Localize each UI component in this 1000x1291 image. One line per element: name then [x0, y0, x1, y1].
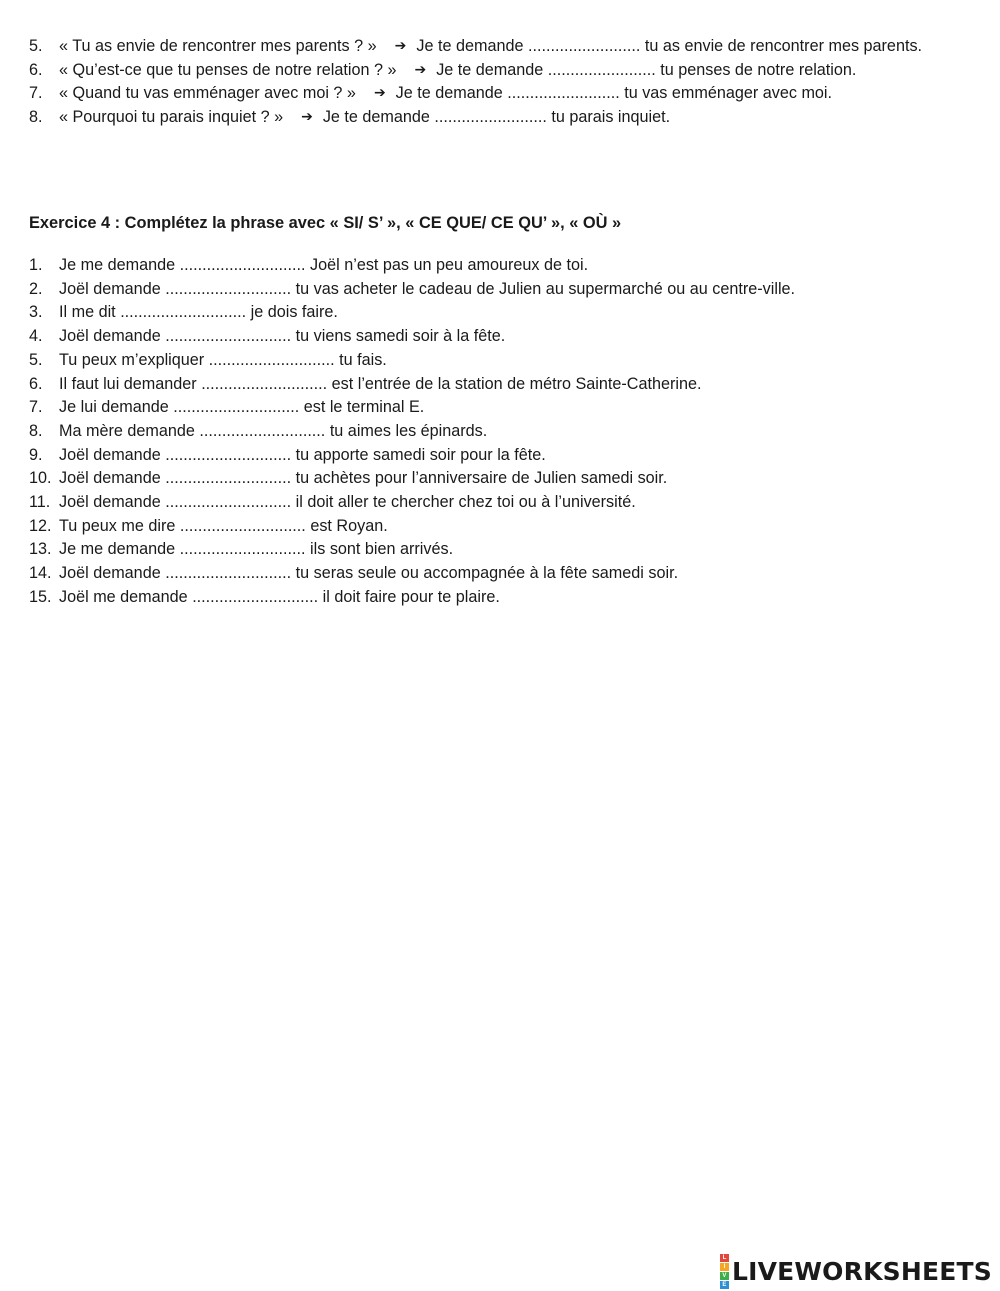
- sentence-start: Il me dit: [59, 303, 116, 322]
- answer-blank[interactable]: ............................: [165, 493, 292, 512]
- sentence-start: Joël demande: [59, 493, 161, 512]
- sentence-start: Je lui demande: [59, 398, 169, 417]
- item-number: 7.: [29, 84, 43, 103]
- sentence-end: tu apporte samedi soir pour la fête.: [295, 445, 546, 464]
- sentence-end: ils sont bien arrivés.: [310, 540, 454, 559]
- list-item: [0, 301, 1000, 325]
- sentence-end: tu viens samedi soir à la fête.: [295, 327, 506, 346]
- item-number: 5.: [29, 350, 43, 369]
- sentence-end: tu seras seule ou accompagnée à la fête samedi soir.: [295, 564, 679, 583]
- sentence-end: est l’entrée de la station de métro Sainte-Catherine.: [331, 374, 702, 393]
- answer-blank[interactable]: ............................: [165, 564, 292, 583]
- sentence-start: Joël demande: [59, 564, 161, 583]
- item-number: 3.: [29, 303, 43, 322]
- item-number: 4.: [29, 327, 43, 346]
- list-item: [0, 396, 1000, 420]
- exercise-4-heading: Exercice 4 : Complétez la phrase avec « SI/ S’ », « CE QUE/ CE QU’ », « OÙ »: [29, 214, 622, 232]
- list-item: [0, 538, 1000, 562]
- logo-mark-letter: L: [720, 1254, 729, 1262]
- answer-blank[interactable]: ............................: [192, 587, 319, 606]
- sentence-start: Joël demande: [59, 445, 161, 464]
- answer-blank[interactable]: ............................: [201, 374, 328, 393]
- list-item: [0, 420, 1000, 444]
- sentence-end: tu achètes pour l’anniversaire de Julien samedi soir.: [295, 469, 668, 488]
- answer-blank[interactable]: ............................: [165, 279, 292, 298]
- quoted-question: « Tu as envie de rencontrer mes parents ? »: [59, 37, 377, 55]
- answer-blank[interactable]: ............................: [173, 398, 300, 417]
- sentence-end: je dois faire.: [250, 303, 338, 322]
- arrow-right-icon: ➔: [394, 37, 407, 53]
- sentence-end: il doit faire pour te plaire.: [322, 587, 500, 606]
- item-number: 7.: [29, 398, 43, 417]
- item-number: 11.: [29, 493, 51, 512]
- sentence-start: Joël demande: [59, 469, 161, 488]
- logo-mark-icon: [720, 1253, 729, 1289]
- sentence-end: tu vas acheter le cadeau de Julien au supermarché ou au centre-ville.: [295, 279, 796, 298]
- sentence-start: Il faut lui demander: [59, 374, 197, 393]
- item-number: 15.: [29, 587, 52, 606]
- item-number: 5.: [29, 37, 43, 55]
- list-item: [0, 586, 1000, 610]
- answer-blank[interactable]: ............................: [179, 540, 306, 559]
- answer-blank[interactable]: ............................: [120, 303, 247, 322]
- quoted-question: « Pourquoi tu parais inquiet ? »: [59, 108, 284, 127]
- list-item: [0, 278, 1000, 302]
- item-number: 12.: [29, 516, 52, 535]
- answer-blank[interactable]: ............................: [165, 445, 292, 464]
- item-number: 13.: [29, 540, 52, 559]
- item-number: 2.: [29, 279, 43, 298]
- item-number: 8.: [29, 421, 43, 440]
- exercise-4-list: [0, 254, 1000, 610]
- logo-mark-letter: E: [720, 1281, 729, 1289]
- reported-answer: Je te demande ......................... tu vas emménager avec moi.: [395, 84, 833, 103]
- sentence-start: Tu peux m’expliquer: [59, 350, 205, 369]
- sentence-end: tu aimes les épinards.: [329, 421, 488, 440]
- list-item: [0, 515, 1000, 539]
- sentence-end: tu fais.: [339, 350, 387, 369]
- sentence-start: Je me demande: [59, 540, 176, 559]
- list-item: [0, 373, 1000, 397]
- answer-blank[interactable]: ............................: [199, 421, 326, 440]
- arrow-right-icon: ➔: [373, 84, 386, 101]
- arrow-right-icon: ➔: [414, 60, 427, 77]
- sentence-end: il doit aller te chercher chez toi ou à l’université.: [295, 493, 636, 512]
- list-item: [0, 254, 1000, 278]
- reported-answer: Je te demande ......................... tu as envie de rencontrer mes parents.: [416, 37, 923, 55]
- exercise-3-list: [0, 35, 1000, 130]
- list-item: [0, 491, 1000, 515]
- sentence-start: Je me demande: [59, 256, 176, 274]
- answer-blank[interactable]: ............................: [165, 327, 292, 346]
- arrow-right-icon: ➔: [301, 108, 313, 125]
- list-item: [0, 82, 1000, 106]
- list-item: [0, 444, 1000, 468]
- list-item: [0, 106, 1000, 130]
- reported-answer: Je te demande ........................ tu penses de notre relation.: [436, 60, 857, 79]
- item-number: 1.: [29, 256, 43, 274]
- list-item: [0, 467, 1000, 491]
- sentence-start: Joël demande: [59, 327, 161, 346]
- answer-blank[interactable]: ............................: [179, 256, 306, 274]
- item-number: 14.: [29, 564, 52, 583]
- item-number: 6.: [29, 374, 43, 393]
- sentence-start: Tu peux me dire: [59, 516, 176, 535]
- sentence-start: Ma mère demande: [59, 421, 195, 440]
- sentence-end: Joël n’est pas un peu amoureux de toi.: [310, 256, 589, 274]
- reported-answer: Je te demande ......................... tu parais inquiet.: [322, 108, 671, 127]
- sentence-start: Joël me demande: [59, 587, 188, 606]
- sentence-end: est Royan.: [310, 516, 388, 535]
- list-item: [0, 349, 1000, 373]
- answer-blank[interactable]: ............................: [165, 469, 292, 488]
- liveworksheets-logo: [720, 1254, 992, 1288]
- logo-text: LIVEWORKSHEETS: [731, 1256, 992, 1286]
- sentence-end: est le terminal E.: [303, 398, 425, 417]
- item-number: 8.: [29, 108, 43, 127]
- list-item: [0, 59, 1000, 83]
- answer-blank[interactable]: ............................: [179, 516, 306, 535]
- list-item: [0, 325, 1000, 349]
- quoted-question: « Qu’est-ce que tu penses de notre relation ? »: [59, 60, 397, 79]
- answer-blank[interactable]: ............................: [208, 350, 335, 369]
- list-item: [0, 562, 1000, 586]
- logo-mark-letter: I: [720, 1263, 729, 1271]
- quoted-question: « Quand tu vas emménager avec moi ? »: [59, 84, 356, 103]
- sentence-start: Joël demande: [59, 279, 161, 298]
- logo-mark-letter: V: [720, 1272, 729, 1280]
- item-number: 9.: [29, 445, 43, 464]
- item-number: 6.: [29, 60, 43, 79]
- item-number: 10.: [29, 469, 52, 488]
- list-item: [0, 35, 1000, 59]
